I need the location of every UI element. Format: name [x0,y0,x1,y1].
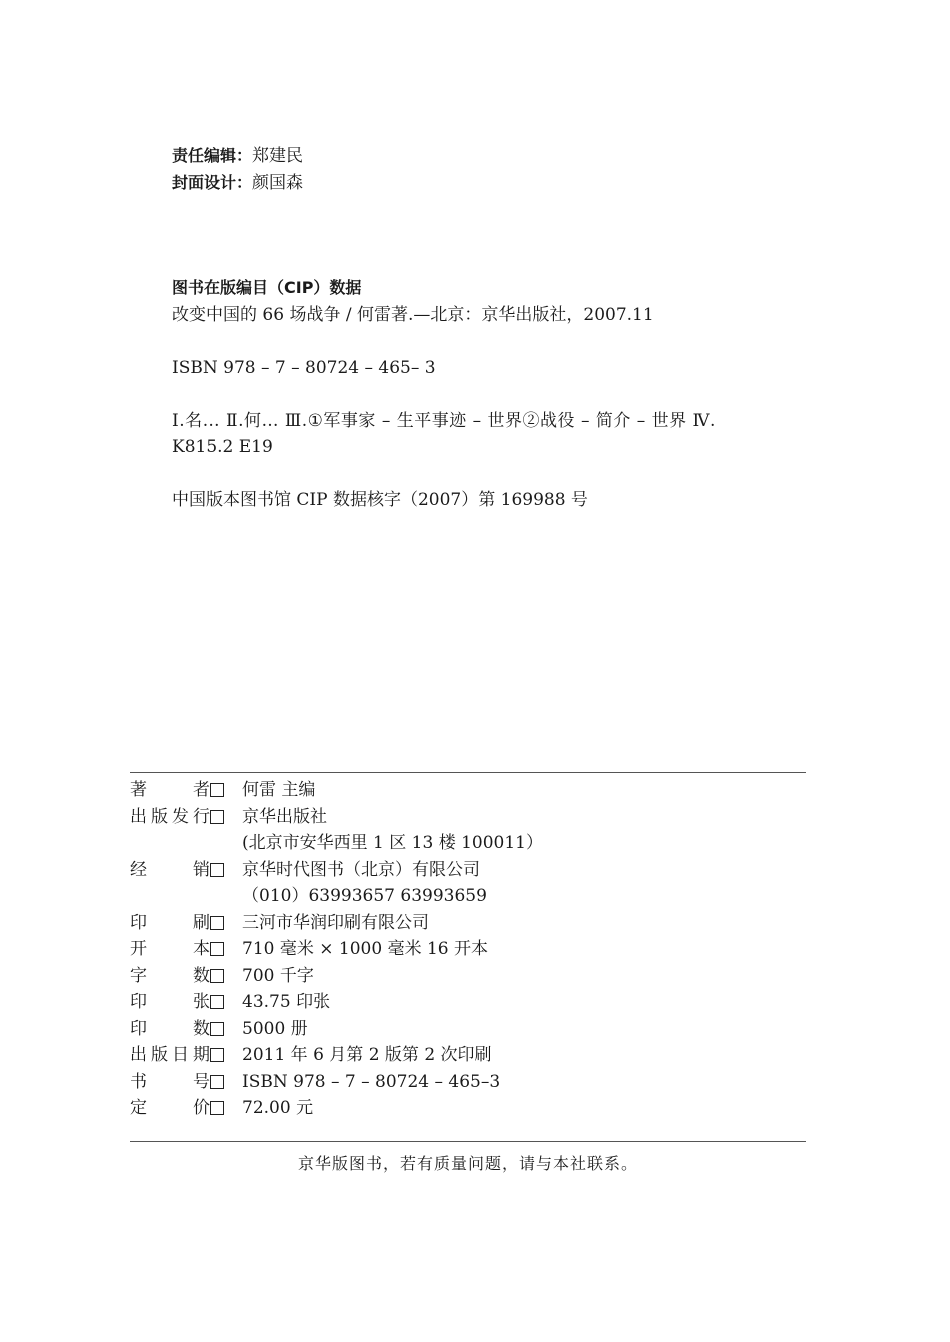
info-label: 印数 [130,1018,210,1039]
cover-design-name: 颜国森 [252,173,304,193]
cip-subject-line-1: Ⅰ.名… Ⅱ.何… Ⅲ.①军事家 – 生平事迹 – 世界②战役 – 简介 – 世界 Ⅳ. [172,411,716,431]
info-label: 开本 [130,939,210,959]
publication-info-row [130,779,806,801]
cover-design-label: 封面设计： [172,173,253,192]
placeholder-box [210,916,224,930]
info-value: 京华时代图书（北京）有限公司 [242,859,480,880]
top-divider [130,772,806,773]
placeholder-box [210,969,224,983]
info-label: 经销 [130,859,210,880]
info-label: 印刷 [130,912,210,933]
cip-heading: 图书在版编目（CIP）数据 [172,278,362,297]
publication-info-row [130,965,806,987]
quality-notice-footer: 京华版图书，若有质量问题，请与本社联系。 [297,1154,638,1173]
publication-info-row [130,832,806,854]
editor-name: 郑建民 [252,146,304,166]
info-value: 43.75 印张 [242,992,331,1012]
publication-info-row [130,991,806,1013]
info-value: 72.00 元 [242,1098,314,1118]
publication-info-row [130,938,806,960]
placeholder-box [210,942,224,956]
publication-info-row [130,1097,806,1119]
info-value: 2011 年 6 月第 2 版第 2 次印刷 [242,1045,492,1065]
placeholder-box [210,1048,224,1062]
publication-info-row [130,1071,806,1093]
info-label: 定价 [130,1098,210,1118]
editor-label: 责任编辑： [172,146,253,165]
cip-subject-line-2: K815.2 E19 [172,437,273,457]
publication-info-row [130,912,806,934]
cip-title-line: 改变中国的 66 场战争 / 何雷著.—北京：京华出版社，2007.11 [172,305,654,325]
publication-info-row [130,806,806,828]
bottom-divider [130,1141,806,1142]
publication-info-row [130,885,806,907]
info-label: 书号 [130,1071,210,1092]
info-value: 710 毫米 × 1000 毫米 16 开本 [242,939,489,959]
info-value: (北京市安华西里 1 区 13 楼 100011） [242,833,543,853]
info-label: 印张 [130,992,210,1012]
info-value: 700 千字 [242,965,314,986]
info-value: 京华出版社 [242,806,327,827]
info-label: 出版发行 [130,806,210,827]
placeholder-box [210,1022,224,1036]
info-label: 字数 [130,965,210,986]
publication-info-row [130,1018,806,1040]
placeholder-box [210,863,224,877]
info-value: 5000 册 [242,1018,308,1039]
placeholder-box [210,995,224,1009]
placeholder-box [210,783,224,797]
publication-info-row [130,859,806,881]
publication-info-row [130,1044,806,1066]
cip-number-line: 中国版本图书馆 CIP 数据核字（2007）第 169988 号 [172,490,588,510]
info-label: 著者 [130,780,210,800]
cover-design-credit [172,172,303,194]
placeholder-box [210,1101,224,1115]
placeholder-box [210,1075,224,1089]
info-value: （010）63993657 63993659 [242,886,487,906]
info-label: 出版日期 [130,1045,210,1065]
placeholder-box [210,810,224,824]
info-value: 三河市华润印刷有限公司 [242,912,429,933]
editor-credit [172,145,303,167]
info-value: 何雷 主编 [242,780,316,800]
cip-isbn-line: ISBN 978 – 7 – 80724 – 465– 3 [172,358,436,378]
info-value: ISBN 978 – 7 – 80724 – 465–3 [242,1071,501,1092]
